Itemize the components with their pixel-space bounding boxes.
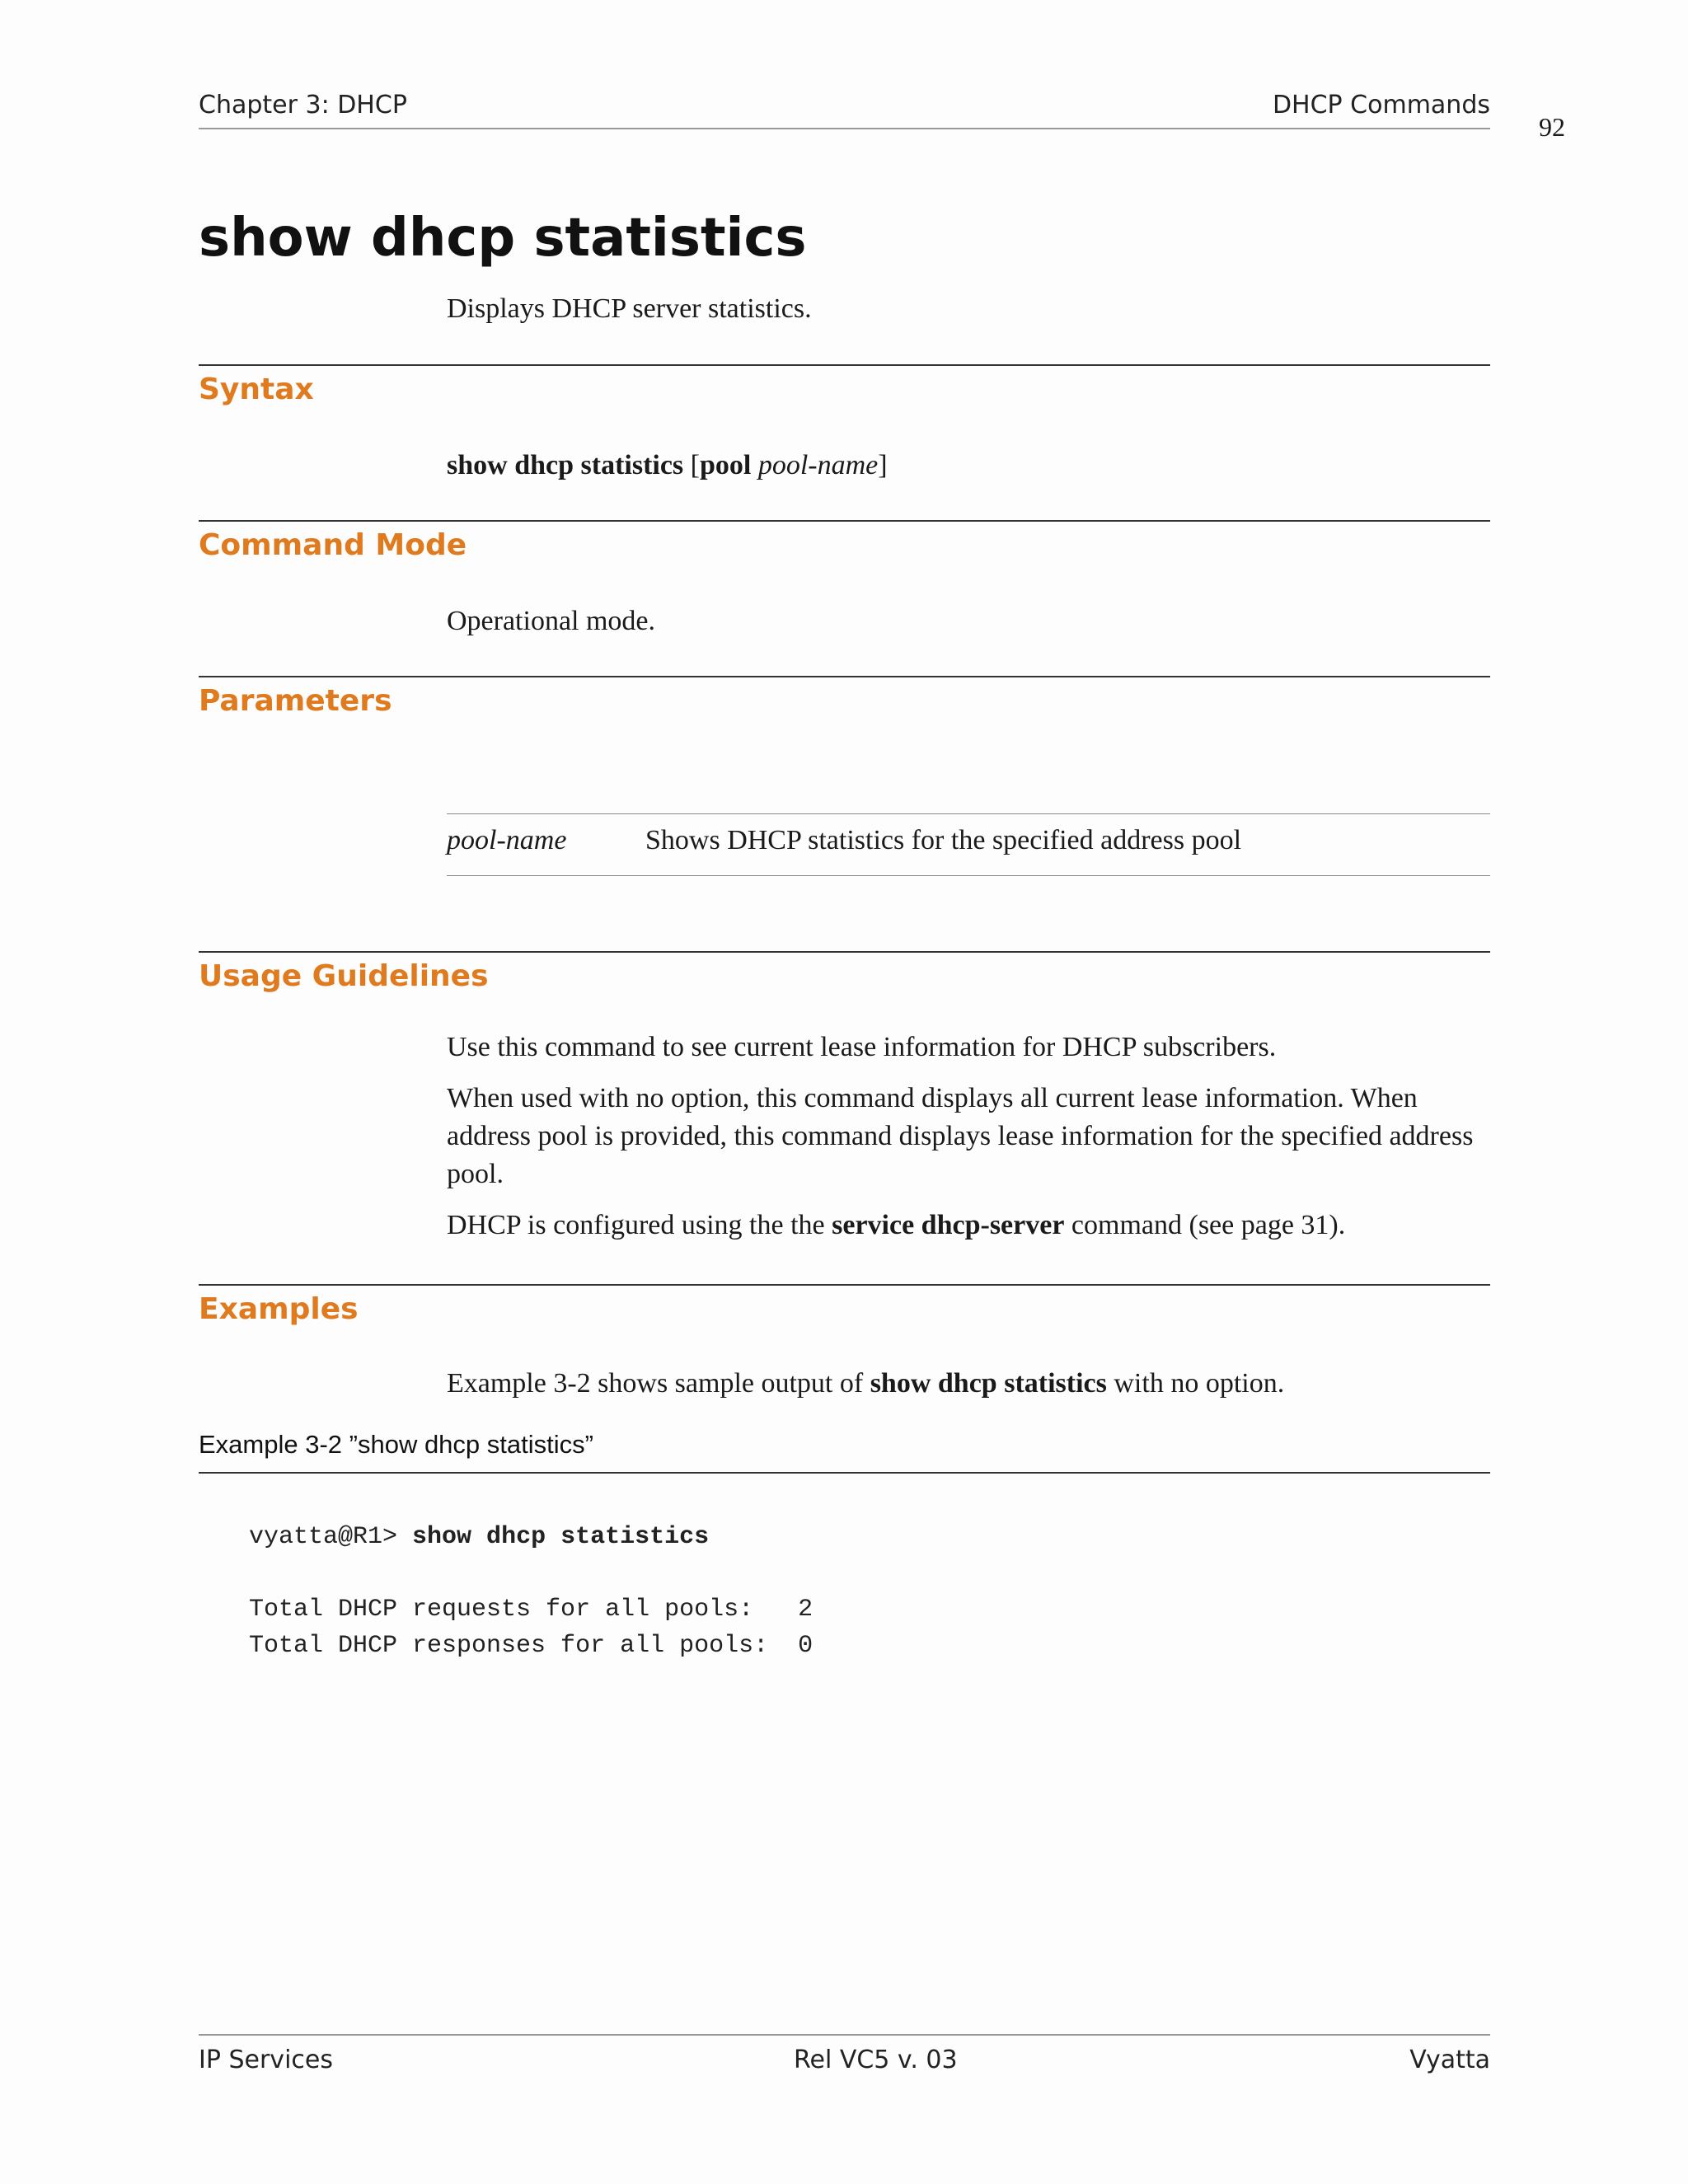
page-number: 92 xyxy=(1539,112,1565,142)
parameters-heading: Parameters xyxy=(199,684,392,718)
section-divider xyxy=(199,520,1490,522)
code-prompt: vyatta@R1> xyxy=(249,1523,413,1551)
command-mode-heading: Command Mode xyxy=(199,528,467,562)
syntax-argument: pool-name xyxy=(757,450,879,480)
page-title: show dhcp statistics xyxy=(199,208,807,269)
footer-rule xyxy=(199,2034,1490,2036)
example-intro-text: with no option. xyxy=(1106,1368,1285,1399)
usage-text: DHCP is configured using the the xyxy=(447,1210,832,1240)
syntax-keyword: pool xyxy=(700,450,752,480)
example-intro xyxy=(447,1365,1284,1403)
usage-paragraph xyxy=(447,1207,1493,1244)
usage-text: command (see page 31). xyxy=(1064,1210,1346,1240)
footer-left: IP Services xyxy=(199,2046,333,2074)
example-intro-text: Example 3-2 shows sample output of xyxy=(447,1368,870,1399)
usage-command-reference: service dhcp-server xyxy=(832,1210,1065,1240)
example-caption: Example 3-2 ”show dhcp statistics” xyxy=(199,1430,593,1459)
syntax-close-bracket: ] xyxy=(878,450,888,480)
code-command: show dhcp statistics xyxy=(412,1523,710,1551)
usage-guidelines xyxy=(447,1029,1493,1258)
command-description: Displays DHCP server statistics. xyxy=(447,293,812,324)
parameter-name: pool-name xyxy=(447,825,567,855)
code-output-line: Total DHCP responses for all pools: 0 xyxy=(249,1632,814,1660)
code-prompt-line xyxy=(249,1523,709,1551)
example-caption-rule xyxy=(199,1472,1490,1474)
section-divider xyxy=(199,364,1490,366)
syntax-command: show dhcp statistics xyxy=(447,450,684,480)
footer-center: Rel VC5 v. 03 xyxy=(794,2046,958,2074)
syntax-open-bracket: [ xyxy=(690,450,700,480)
code-output-line: Total DHCP requests for all pools: 2 xyxy=(249,1596,814,1624)
section-divider xyxy=(199,1284,1490,1286)
examples-heading: Examples xyxy=(199,1292,359,1326)
parameters-table-bottom-rule xyxy=(447,875,1490,876)
usage-heading: Usage Guidelines xyxy=(199,959,489,993)
example-intro-command: show dhcp statistics xyxy=(870,1368,1107,1399)
header-section: DHCP Commands xyxy=(1272,91,1490,120)
footer-right: Vyatta xyxy=(1409,2046,1490,2074)
syntax-heading: Syntax xyxy=(199,373,314,406)
command-mode-text: Operational mode. xyxy=(447,606,656,636)
header-chapter: Chapter 3: DHCP xyxy=(199,91,407,120)
syntax-line xyxy=(447,447,888,485)
parameter-description: Shows DHCP statistics for the specified address pool xyxy=(645,825,1242,855)
usage-paragraph: When used with no option, this command displays all current lease information. When address pool is provided, this command displays lease information for the specified address pool. xyxy=(447,1083,1474,1189)
section-divider xyxy=(199,951,1490,953)
parameters-table-top-rule xyxy=(447,813,1490,814)
header-rule xyxy=(199,128,1490,129)
section-divider xyxy=(199,676,1490,677)
usage-paragraph: Use this command to see current lease information for DHCP subscribers. xyxy=(447,1032,1277,1062)
